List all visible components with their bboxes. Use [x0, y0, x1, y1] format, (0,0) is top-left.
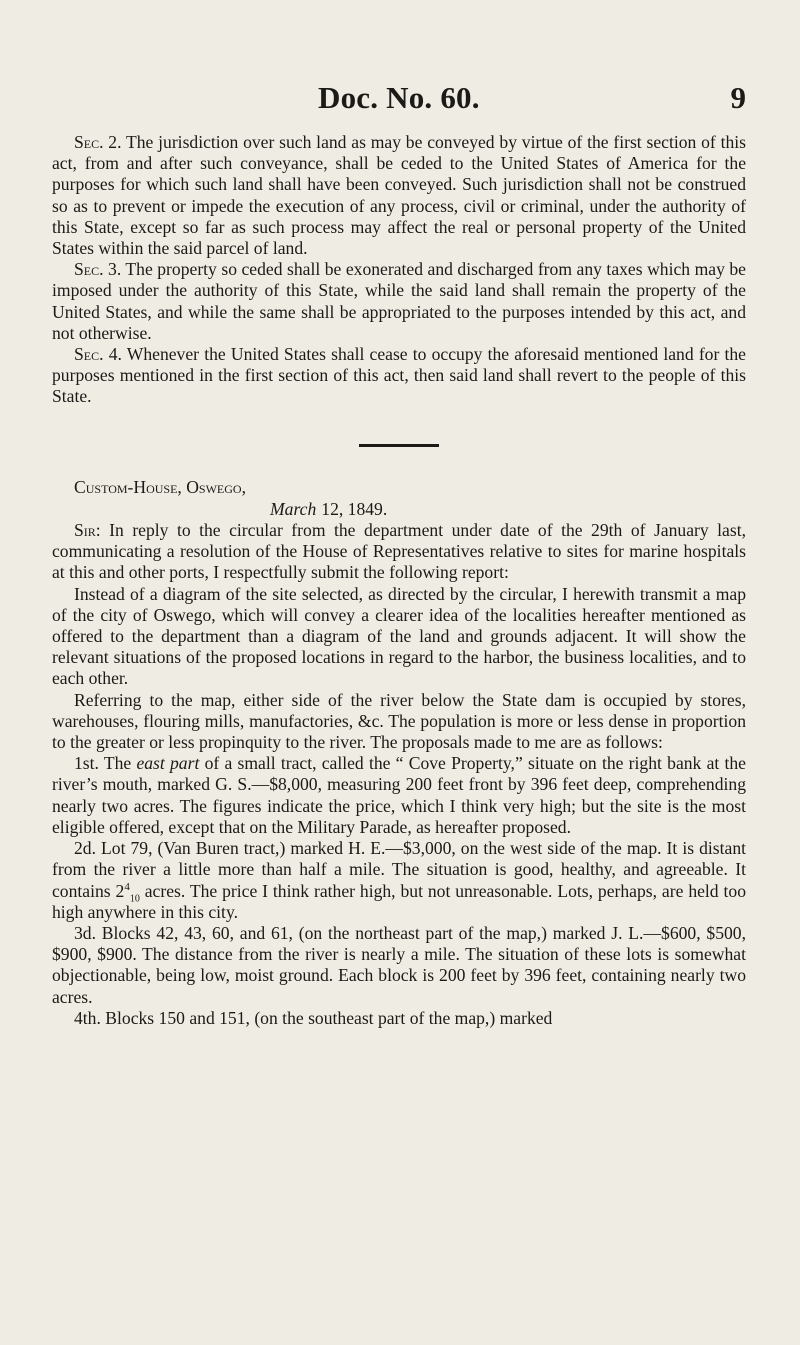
letter-opening-paragraph: [52, 520, 746, 584]
letter-para1: In reply to the circular from the department under date of the 29th of January last, communicating a resolution of the House of Representatives relative to sites for marine hospitals at this and other ports, I respectfully submit the following report:: [52, 520, 746, 583]
fraction-denominator: 10: [129, 893, 140, 905]
section-2-paragraph: [52, 132, 746, 259]
proposal-1-lead: 1st. The: [74, 753, 137, 774]
letter-date-rest: 12, 1849.: [321, 498, 388, 519]
letter-date: [248, 499, 746, 520]
proposal-1: [52, 753, 746, 838]
letter-dateline: [52, 477, 746, 520]
proposal-4: 4th. Blocks 150 and 151, (on the southeast part of the map,) marked: [74, 1007, 553, 1028]
section-2-text: The jurisdiction over such land as may be conveyed by virtue of the first section of this act, from and after such conveyance, shall be ceded to the United States of America for the purposes for which such land shall have been conveyed. Such jurisdiction shall not be construed so as to prevent or impede the execution of any process, civil or criminal, under the authority of this State, except so far as such process may affect the real or personal property of the United States within the said parcel of land.: [52, 132, 746, 259]
letter-paragraph: Referring to the map, either side of the river below the State dam is occupied by stores, warehouses, flouring mills, manufactories, &c. The population is more or less dense in proportion to the greater or less propinquity to the river. The proposals made to me are as follows:: [52, 689, 746, 753]
section-4-paragraph: [52, 344, 746, 408]
section-2-label: Sec. 2.: [74, 132, 122, 152]
letter-paragraph: Instead of a diagram of the site selected, as directed by the circular, I herewith transmit a map of the city of Oswego, which will convey a clearer idea of the localities hereafter mentioned as offered to the department than a diagram of the land and grounds adjacent. It will show the relevant situations of the proposed locations in regard to the harbor, the business localities, and to each other.: [52, 583, 746, 689]
page-header: [0, 80, 800, 120]
section-4-label: Sec. 4.: [74, 344, 122, 365]
letter-salutation: Sir:: [74, 520, 101, 541]
proposal-1-text: of a small tract, called the “ Cove Property,” situate on the right bank at the river’s mouth, marked G. S.—$8,000, measuring 200 feet front by 396 feet deep, comprehending nearly two acres. The figures indicate the price, which I think very high; but the site is the most eligible offered, except that on the Military Parade, as hereafter proposed.: [52, 753, 746, 837]
proposal-3: 3d. Blocks 42, 43, 60, and 61, (on the northeast part of the map,) marked J. L.—$600, $500, $900, $900. The distance from the river is nearly a mile. The situation of these lots is somewhat objectionable, being low, moist ground. Each block is 200 feet by 396 feet, containing nearly two acres.: [52, 922, 746, 1007]
section-4-text: Whenever the United States shall cease to occupy the aforesaid mentioned land for the purposes mentioned in the first section of this act, then said land shall revert to the people of this State.: [52, 344, 746, 407]
section-3-label: Sec. 3.: [74, 259, 122, 280]
letter-place: Custom-House, Oswego,: [74, 476, 246, 497]
body-text: [52, 132, 746, 1029]
fraction-numerator: 4: [124, 880, 130, 893]
proposal-1-emphasis: east part: [136, 753, 200, 774]
section-3-paragraph: [52, 259, 746, 344]
page-number: 9: [730, 80, 746, 115]
section-divider: [359, 444, 439, 447]
section-3-text: The property so ceded shall be exonerated and discharged from any taxes which may be imposed under the authority of this State, while the said land shall remain the property of the United States, and while the same shall be appropriated to the purposes intended by this act, and not otherwise.: [52, 259, 746, 343]
letter-date-month: March: [270, 498, 317, 519]
document-title: Doc. No. 60.: [318, 80, 480, 115]
proposal-2-text: 2d. Lot 79, (Van Buren tract,) marked H. E.—$3,000, on the west side of the map. It is distant from the river a little more than half a mile. The situation is good, healthy, and agreeable. It contains 2: [52, 838, 746, 901]
proposal-2: [52, 838, 746, 923]
proposal-2-tail: acres. The price I think rather high, but not unreasonable. Lots, perhaps, are held too high anywhere in this city.: [52, 880, 746, 922]
